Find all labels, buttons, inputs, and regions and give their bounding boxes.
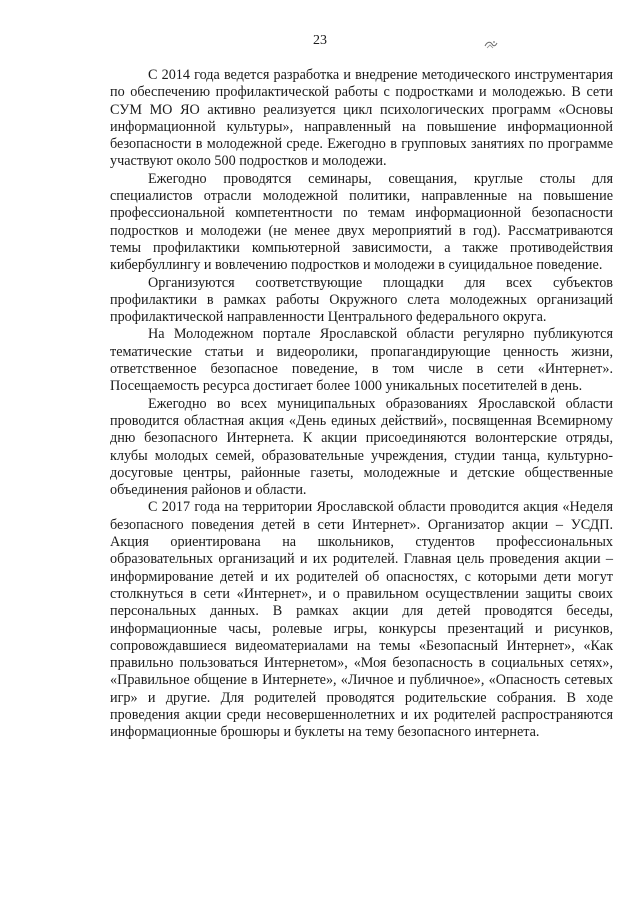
document-body — [110, 67, 613, 742]
paragraph: С 2017 года на территории Ярославской области проводится акция «Неделя безопасного поведения детей в сети Интернет». Организатор акции – УСДП. Акция ориентирована на школьников, студентов профессиональных образовательных организаций и их родителей. Главная цель проведения акции – информирование детей и их родителей об опасностях, с которыми дети могут столкнуться в сети «Интернет», и о правильном осуществлении защиты своих персональных данных. В рамках акции для детей проводятся беседы, информационные часы, ролевые игры, конкурсы презентаций и рисунков, сопровождавшиеся видеоматериалами на темы «Безопасный Интернет», «Как правильно пользоваться Интернетом», «Моя безопасность в социальных сетях», «Правильное общение в Интернете», «Личное и публичное», «Опасность сетевых игр» и другие. Для родителей проводятся родительские собрания. В ходе проведения акции среди несовершеннолетних и их родителей распространяются информационные брошюры и буклеты на тему безопасного интернета. — [110, 499, 613, 741]
page-number: 23 — [313, 33, 327, 48]
paragraph: Ежегодно во всех муниципальных образованиях Ярославской области проводится областная акция «День единых действий», посвященная Всемирному дню безопасного Интернета. К акции присоединяются волонтерские отряды, клубы молодых семей, образовательные учреждения, студии танца, культурно-досуговые центры, районные газеты, молодежные и детские общественные объединения районов и области. — [110, 395, 613, 499]
scan-mark-icon — [484, 40, 498, 50]
paragraph: Ежегодно проводятся семинары, совещания, круглые столы для специалистов отрасли молодежной политики, направленные на повышение профессиональной компетентности по темам информационной безопасности подростков и молодежи (не менее двух мероприятий в год). Рассматриваются темы профилактики компьютерной зависимости, а также противодействия кибербуллингу и вовлечению подростков и молодежи в суицидальное поведение. — [110, 170, 613, 274]
paragraph: На Молодежном портале Ярославской области регулярно публикуются тематические статьи и видеоролики, пропагандирующие ценность жизни, ответственное безопасное поведение, в том числе в сети «Интернет». Посещаемость ресурса достигает более 1000 уникальных посетителей в день. — [110, 326, 613, 395]
paragraph: Организуются соответствующие площадки для всех субъектов профилактики в рамках работы Окружного слета молодежных организаций профилактической направленности Центрального федерального округа. — [110, 274, 613, 326]
paragraph: С 2014 года ведется разработка и внедрение методического инструментария по обеспечению профилактической работы с подростками и молодежью. В сети СУМ МО ЯО активно реализуется цикл психологических программ «Основы информационной культуры», направленный на повышение информационной безопасности в молодежной среде. Ежегодно в групповых занятиях по программе участвуют около 500 подростков и молодежи. — [110, 67, 613, 170]
